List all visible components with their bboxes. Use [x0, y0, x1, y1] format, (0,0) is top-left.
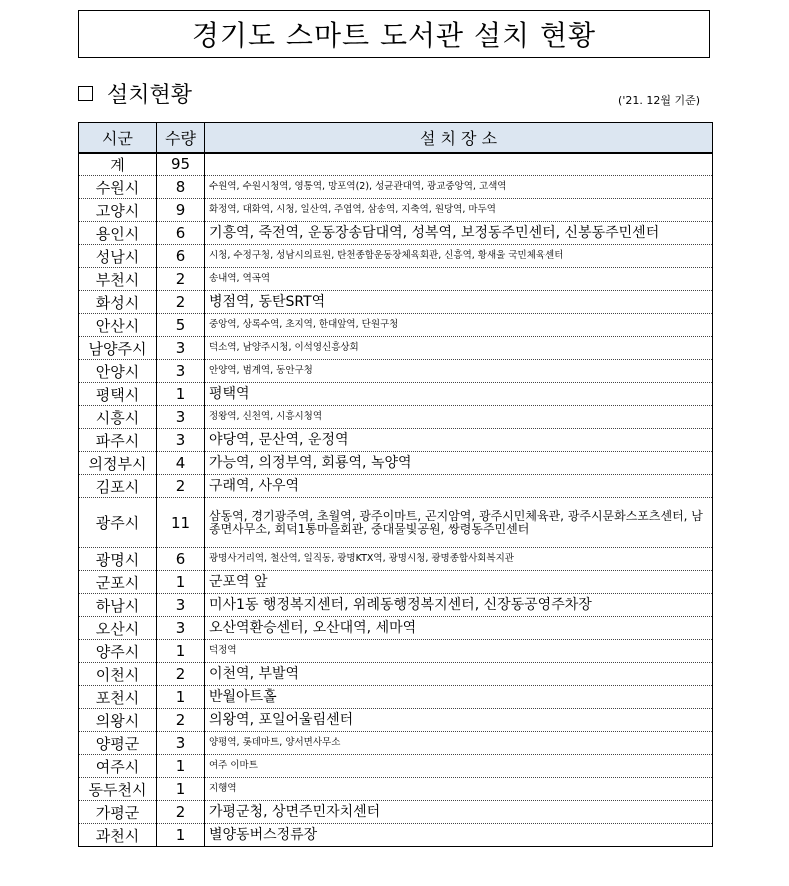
city-cell: 수원시 [79, 176, 157, 199]
table-row [79, 548, 713, 571]
city-cell: 포천시 [79, 686, 157, 709]
header-city: 시군 [79, 123, 157, 153]
location-cell: 이천역, 부발역 [205, 663, 713, 686]
base-date-note: ('21. 12월 기준) [618, 94, 700, 107]
table-row [79, 360, 713, 383]
table-row [79, 245, 713, 268]
table-row [79, 199, 713, 222]
count-cell: 3 [157, 594, 205, 617]
count-cell: 6 [157, 548, 205, 571]
location-cell: 반월아트홀 [205, 686, 713, 709]
table-row [79, 709, 713, 732]
location-cell: 수원역, 수원시청역, 영통역, 망포역(2), 성균관대역, 광교중앙역, 고색역 [205, 176, 713, 199]
section-title: 설치현황 [107, 83, 193, 108]
location-cell: 화정역, 대화역, 시청, 일산역, 주엽역, 삼송역, 지축역, 원당역, 마두역 [205, 199, 713, 222]
table-row [79, 571, 713, 594]
count-cell: 6 [157, 245, 205, 268]
table-row [79, 778, 713, 801]
section-heading [78, 78, 192, 109]
table-header-row [79, 123, 713, 153]
table-row [79, 732, 713, 755]
location-cell: 미사1동 행정복지센터, 위례동행정복지센터, 신장동공영주차장 [205, 594, 713, 617]
city-cell: 오산시 [79, 617, 157, 640]
city-cell: 시흥시 [79, 406, 157, 429]
count-cell: 4 [157, 452, 205, 475]
table-row [79, 452, 713, 475]
city-cell: 의정부시 [79, 452, 157, 475]
count-cell: 5 [157, 314, 205, 337]
city-cell: 용인시 [79, 222, 157, 245]
city-cell: 가평군 [79, 801, 157, 824]
count-cell: 3 [157, 337, 205, 360]
table-row [79, 640, 713, 663]
location-cell: 지행역 [205, 778, 713, 801]
count-cell: 1 [157, 571, 205, 594]
table-row [79, 429, 713, 452]
city-cell: 김포시 [79, 475, 157, 498]
location-cell: 양평역, 롯데마트, 양서면사무소 [205, 732, 713, 755]
location-cell: 가평군청, 상면주민자치센터 [205, 801, 713, 824]
count-cell: 3 [157, 406, 205, 429]
city-cell: 이천시 [79, 663, 157, 686]
count-cell: 3 [157, 617, 205, 640]
table-row [79, 594, 713, 617]
location-cell: 별양동버스정류장 [205, 824, 713, 847]
table-row [79, 406, 713, 429]
count-cell: 2 [157, 801, 205, 824]
count-cell: 1 [157, 755, 205, 778]
table-row [79, 498, 713, 548]
count-cell: 2 [157, 268, 205, 291]
count-cell: 2 [157, 475, 205, 498]
location-cell: 평택역 [205, 383, 713, 406]
city-cell: 광주시 [79, 498, 157, 548]
city-cell: 동두천시 [79, 778, 157, 801]
location-cell: 야당역, 문산역, 운정역 [205, 429, 713, 452]
table-row [79, 383, 713, 406]
count-cell: 1 [157, 383, 205, 406]
city-cell: 양평군 [79, 732, 157, 755]
city-cell: 성남시 [79, 245, 157, 268]
document-title-text: 경기도 스마트 도서관 설치 현황 [191, 19, 597, 52]
location-cell: 광명사거리역, 철산역, 일직동, 광명KTX역, 광명시청, 광명종합사회복지관 [205, 548, 713, 571]
count-cell: 1 [157, 686, 205, 709]
installation-table [78, 122, 713, 847]
table-row [79, 176, 713, 199]
table-row [79, 314, 713, 337]
count-cell: 2 [157, 663, 205, 686]
table-row [79, 686, 713, 709]
count-cell: 9 [157, 199, 205, 222]
city-cell: 양주시 [79, 640, 157, 663]
location-cell: 의왕역, 포일어울림센터 [205, 709, 713, 732]
location-cell: 구래역, 사우역 [205, 475, 713, 498]
city-cell: 의왕시 [79, 709, 157, 732]
count-cell: 1 [157, 640, 205, 663]
count-cell: 1 [157, 778, 205, 801]
table-row [79, 475, 713, 498]
table-row [79, 291, 713, 314]
location-cell: 덕정역 [205, 640, 713, 663]
location-cell: 중앙역, 상록수역, 초지역, 한대앞역, 단원구청 [205, 314, 713, 337]
total-count: 95 [157, 153, 205, 176]
header-location: 설 치 장 소 [205, 123, 713, 153]
location-cell: 군포역 앞 [205, 571, 713, 594]
location-cell: 정왕역, 신천역, 시흥시청역 [205, 406, 713, 429]
location-cell: 시청, 수정구청, 성남시의료원, 탄천종합운동장체육회관, 신흥역, 황새울 국민체육센터 [205, 245, 713, 268]
checkbox-square-icon [78, 86, 93, 101]
location-cell: 가능역, 의정부역, 회룡역, 녹양역 [205, 452, 713, 475]
location-cell: 기흥역, 죽전역, 운동장송담대역, 성복역, 보정동주민센터, 신봉동주민센터 [205, 222, 713, 245]
count-cell: 2 [157, 709, 205, 732]
location-cell: 오산역환승센터, 오산대역, 세마역 [205, 617, 713, 640]
count-cell: 3 [157, 360, 205, 383]
city-cell: 파주시 [79, 429, 157, 452]
location-cell: 송내역, 역곡역 [205, 268, 713, 291]
count-cell: 8 [157, 176, 205, 199]
location-cell: 여주 이마트 [205, 755, 713, 778]
city-cell: 과천시 [79, 824, 157, 847]
count-cell: 3 [157, 429, 205, 452]
total-row [79, 153, 713, 176]
city-cell: 군포시 [79, 571, 157, 594]
city-cell: 고양시 [79, 199, 157, 222]
city-cell: 안양시 [79, 360, 157, 383]
count-cell: 11 [157, 498, 205, 548]
total-location [205, 153, 713, 176]
header-count: 수량 [157, 123, 205, 153]
total-label: 계 [79, 153, 157, 176]
location-cell: 병점역, 동탄SRT역 [205, 291, 713, 314]
location-cell: 안양역, 범계역, 동안구청 [205, 360, 713, 383]
city-cell: 안산시 [79, 314, 157, 337]
count-cell: 6 [157, 222, 205, 245]
table-row [79, 337, 713, 360]
table-row [79, 824, 713, 847]
table-row [79, 222, 713, 245]
table-row [79, 268, 713, 291]
city-cell: 광명시 [79, 548, 157, 571]
count-cell: 2 [157, 291, 205, 314]
count-cell: 3 [157, 732, 205, 755]
city-cell: 평택시 [79, 383, 157, 406]
city-cell: 남양주시 [79, 337, 157, 360]
document-title [78, 10, 710, 58]
city-cell: 하남시 [79, 594, 157, 617]
table-row [79, 663, 713, 686]
table-row [79, 755, 713, 778]
table-row [79, 617, 713, 640]
table-row [79, 801, 713, 824]
city-cell: 여주시 [79, 755, 157, 778]
city-cell: 부천시 [79, 268, 157, 291]
location-cell: 삼동역, 경기광주역, 초월역, 광주이마트, 곤지암역, 광주시민체육관, 광주시문화스포츠센터, 남종면사무소, 회덕1통마을회관, 중대물빛공원, 쌍령동주민센터 [205, 498, 713, 548]
count-cell: 1 [157, 824, 205, 847]
city-cell: 화성시 [79, 291, 157, 314]
location-cell: 덕소역, 남양주시청, 이석영신흥상회 [205, 337, 713, 360]
